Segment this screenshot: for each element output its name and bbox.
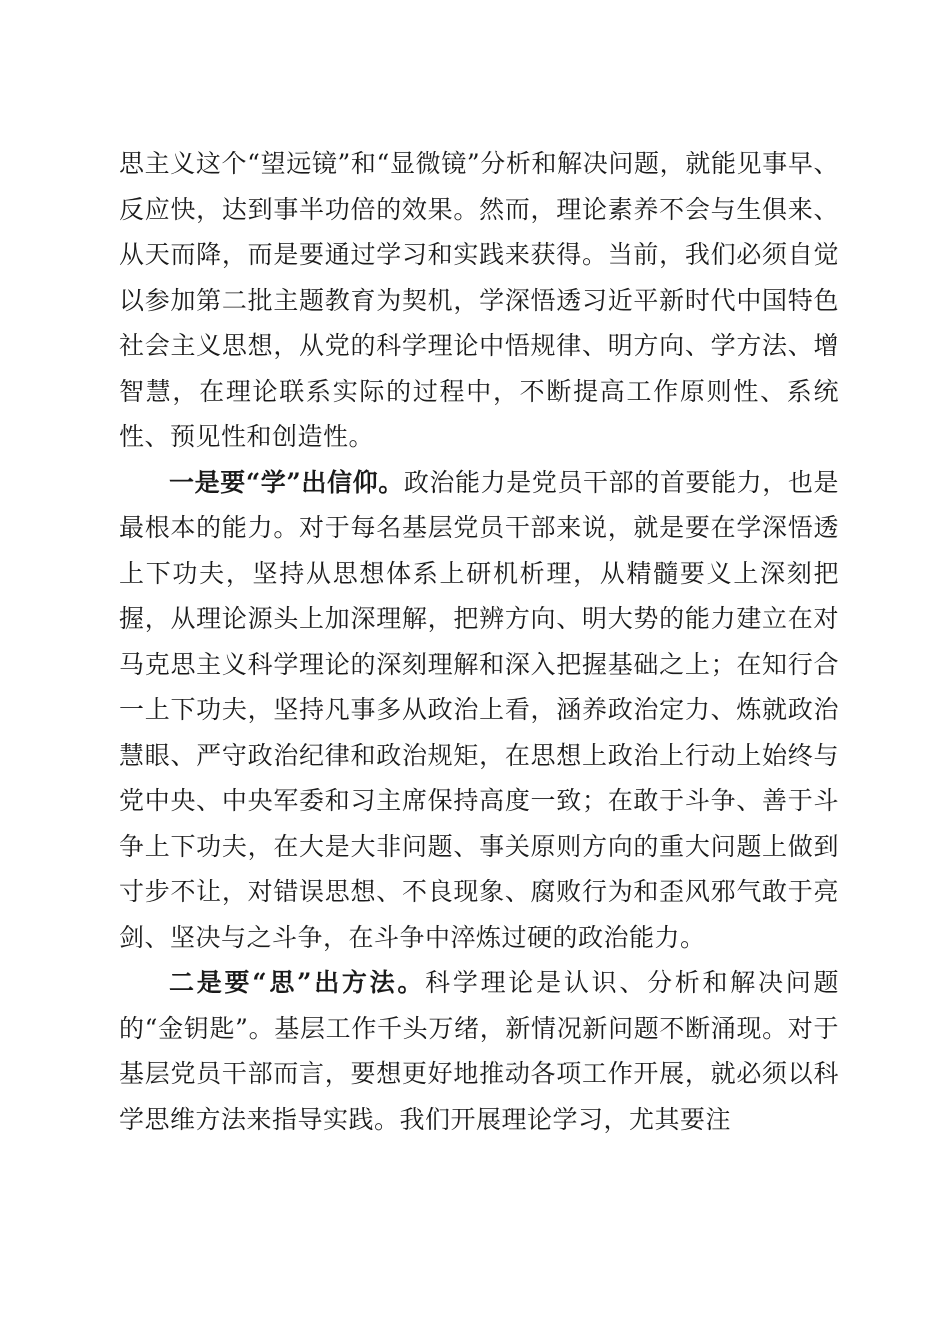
paragraph-lead: 二是要“思”出方法。: [169, 968, 426, 997]
paragraph-text: 思主义这个“望远镜”和“显微镜”分析和解决问题，就能见事早、反应快，达到事半功倍的效果。然而，理论素养不会与生俱来、从天而降，而是要通过学习和实践来获得。当前，我们必须自觉以参加第二批主题教育为契机，学深悟透习近平新时代中国特色社会主义思想，从党的科学理论中悟规律、明方向、学方法、增智慧，在理论联系实际的过程中，不断提高工作原则性、系统性、预见性和创造性。: [119, 149, 839, 451]
paragraph-study-faith: [119, 460, 839, 961]
document-body: [119, 141, 839, 1142]
paragraph-think-method: [119, 960, 839, 1142]
paragraph-text: 科学理论是认识、分析和解决问题的“金钥匙”。基层工作千头万绪，新情况新问题不断涌现。对于基层党员干部而言，要想更好地推动各项工作开展，就必须以科学思维方法来指导实践。我们开展理论学习，尤其要注: [119, 968, 839, 1134]
paragraph-lead: 一是要“学”出信仰。: [169, 467, 404, 497]
paragraph-continuation: [119, 141, 839, 460]
paragraph-text: 政治能力是党员干部的首要能力，也是最根本的能力。对于每名基层党员干部来说，就是要在学深悟透上下功夫，坚持从思想体系上研机析理，从精髓要义上深刻把握，从理论源头上加深理解，把辨方向、明大势的能力建立在对马克思主义科学理论的深刻理解和深入把握基础之上；在知行合一上下功夫，坚持凡事多从政治上看，涵养政治定力、炼就政治慧眼、严守政治纪律和政治规矩，在思想上政治上行动上始终与党中央、中央军委和习主席保持高度一致；在敢于斗争、善于斗争上下功夫，在大是大非问题、事关原则方向的重大问题上做到寸步不让，对错误思想、不良现象、腐败行为和歪风邪气敢于亮剑、坚决与之斗争，在斗争中淬炼过硬的政治能力。: [119, 467, 839, 952]
